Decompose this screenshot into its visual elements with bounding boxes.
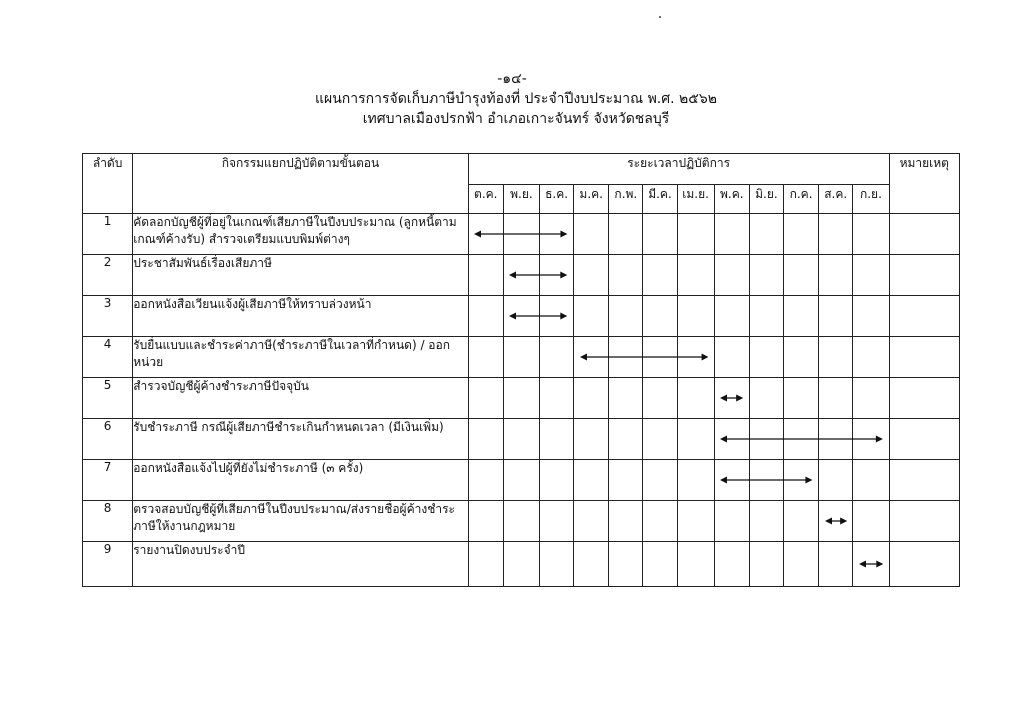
remark-cell xyxy=(889,501,959,542)
month-cell xyxy=(574,460,609,501)
table-row xyxy=(83,337,960,378)
activity-cell: ออกหนังสือแจ้งไปผู้ที่ยังไม่ชำระภาษี (๓ ครั้ง) xyxy=(133,460,468,501)
month-header: พ.ค. xyxy=(714,185,749,214)
month-cell xyxy=(749,214,783,255)
row-number: 1 xyxy=(83,214,133,255)
month-header: เม.ย. xyxy=(677,185,714,214)
row-number: 5 xyxy=(83,378,133,419)
month-cell xyxy=(539,419,573,460)
month-cell xyxy=(819,378,853,419)
month-header: ธ.ค. xyxy=(539,185,573,214)
month-cell xyxy=(819,419,853,460)
month-cell xyxy=(853,542,889,587)
month-cell xyxy=(643,296,677,337)
month-cell xyxy=(609,296,643,337)
month-cell xyxy=(503,419,539,460)
month-cell xyxy=(609,460,643,501)
month-header: ส.ค. xyxy=(819,185,853,214)
month-cell xyxy=(468,296,503,337)
schedule-table xyxy=(82,153,960,587)
row-number: 2 xyxy=(83,255,133,296)
remark-cell xyxy=(889,419,959,460)
month-cell xyxy=(503,378,539,419)
month-cell xyxy=(677,419,714,460)
remark-cell xyxy=(889,214,959,255)
month-cell xyxy=(643,460,677,501)
month-cell xyxy=(783,296,818,337)
remark-cell xyxy=(889,255,959,296)
month-cell xyxy=(609,255,643,296)
month-cell xyxy=(503,501,539,542)
activity-cell: ออกหนังสือเวียนแจ้งผู้เสียภาษีให้ทราบล่วงหน้า xyxy=(133,296,468,337)
row-number: 9 xyxy=(83,542,133,587)
month-header: มี.ค. xyxy=(643,185,677,214)
month-cell xyxy=(643,214,677,255)
document-subtitle: เทศบาลเมืองปรกฟ้า อำเภอเกาะจันทร์ จังหวัดชลบุรี xyxy=(362,111,670,127)
remark-cell xyxy=(889,378,959,419)
month-cell xyxy=(609,337,643,378)
month-cell xyxy=(714,337,749,378)
month-cell xyxy=(539,337,573,378)
header-period: ระยะเวลาปฏิบัติการ xyxy=(468,154,889,185)
month-cell xyxy=(539,501,573,542)
remark-cell xyxy=(889,542,959,587)
month-cell xyxy=(819,214,853,255)
month-cell xyxy=(853,460,889,501)
table-row xyxy=(83,255,960,296)
month-cell xyxy=(677,542,714,587)
month-cell xyxy=(677,214,714,255)
remark-cell xyxy=(889,296,959,337)
month-cell xyxy=(574,255,609,296)
month-cell xyxy=(539,214,573,255)
month-header: ต.ค. xyxy=(468,185,503,214)
month-cell xyxy=(853,378,889,419)
month-cell xyxy=(819,255,853,296)
row-number: 8 xyxy=(83,501,133,542)
table-row xyxy=(83,378,960,419)
month-cell xyxy=(503,296,539,337)
month-cell xyxy=(609,419,643,460)
month-cell xyxy=(749,337,783,378)
month-cell xyxy=(714,542,749,587)
month-cell xyxy=(574,296,609,337)
month-cell xyxy=(574,542,609,587)
row-number: 4 xyxy=(83,337,133,378)
month-cell xyxy=(503,337,539,378)
header-remark: หมายเหตุ xyxy=(889,154,959,214)
month-cell xyxy=(714,419,749,460)
month-header: ก.ย. xyxy=(853,185,889,214)
activity-cell: คัดลอกบัญชีผู้ที่อยู่ในเกณฑ์เสียภาษีในปีงบประมาณ (ลูกหนี้ตามเกณฑ์ค้างรับ) สำรวจเตรียมแบบพิมพ์ต่างๆ xyxy=(133,214,468,255)
month-cell xyxy=(539,460,573,501)
activity-cell: รับยื่นแบบและชำระค่าภาษี(ชำระภาษีในเวลาที่กำหนด) / ออกหน่วย xyxy=(133,337,468,378)
month-cell xyxy=(574,378,609,419)
month-cell xyxy=(643,501,677,542)
month-cell xyxy=(749,255,783,296)
activity-cell: ตรวจสอบบัญชีผู้ที่เสียภาษีในปีงบประมาณ/ส่งรายชื่อผู้ค้างชำระภาษีให้งานกฎหมาย xyxy=(133,501,468,542)
month-cell xyxy=(819,501,853,542)
month-cell xyxy=(468,501,503,542)
month-cell xyxy=(853,501,889,542)
month-cell xyxy=(749,501,783,542)
table-row xyxy=(83,460,960,501)
month-cell xyxy=(714,501,749,542)
month-cell xyxy=(783,542,818,587)
activity-cell: ประชาสัมพันธ์เรื่องเสียภาษี xyxy=(133,255,468,296)
month-cell xyxy=(783,255,818,296)
month-cell xyxy=(749,542,783,587)
month-cell xyxy=(749,296,783,337)
month-cell xyxy=(609,542,643,587)
page-number: -๑๔- xyxy=(497,71,527,87)
row-number: 3 xyxy=(83,296,133,337)
month-cell xyxy=(677,337,714,378)
remark-cell xyxy=(889,460,959,501)
table-row xyxy=(83,214,960,255)
month-cell xyxy=(468,542,503,587)
row-number: 6 xyxy=(83,419,133,460)
month-cell xyxy=(677,501,714,542)
activity-cell: สำรวจบัญชีผู้ค้างชำระภาษีปัจจุบัน xyxy=(133,378,468,419)
month-cell xyxy=(714,460,749,501)
month-cell xyxy=(643,378,677,419)
month-cell xyxy=(714,378,749,419)
month-cell xyxy=(468,378,503,419)
month-cell xyxy=(574,214,609,255)
month-header: ก.ค. xyxy=(783,185,818,214)
table-row xyxy=(83,419,960,460)
month-cell xyxy=(468,337,503,378)
month-cell xyxy=(783,214,818,255)
month-cell xyxy=(609,378,643,419)
table-row xyxy=(83,501,960,542)
month-header: ก.พ. xyxy=(609,185,643,214)
month-cell xyxy=(503,214,539,255)
month-cell xyxy=(714,255,749,296)
activity-cell: รายงานปิดงบประจำปี xyxy=(133,542,468,587)
month-cell xyxy=(749,419,783,460)
activity-cell: รับชำระภาษี กรณีผู้เสียภาษีชำระเกินกำหนดเวลา (มีเงินเพิ่ม) xyxy=(133,419,468,460)
month-header: ม.ค. xyxy=(574,185,609,214)
month-cell xyxy=(749,460,783,501)
month-cell xyxy=(819,337,853,378)
month-cell xyxy=(574,501,609,542)
scan-speck xyxy=(659,16,661,18)
month-cell xyxy=(503,542,539,587)
month-cell xyxy=(853,255,889,296)
month-cell xyxy=(468,419,503,460)
month-cell xyxy=(609,501,643,542)
month-cell xyxy=(643,419,677,460)
month-cell xyxy=(468,460,503,501)
month-cell xyxy=(853,214,889,255)
month-cell xyxy=(677,378,714,419)
month-cell xyxy=(643,542,677,587)
document-title: แผนการการจัดเก็บภาษีบำรุงท้องที่ ประจำปีงบประมาณ พ.ศ. ๒๕๖๒ xyxy=(315,91,717,107)
month-cell xyxy=(677,460,714,501)
month-cell xyxy=(714,296,749,337)
month-cell xyxy=(749,378,783,419)
remark-cell xyxy=(889,337,959,378)
month-cell xyxy=(853,337,889,378)
month-header: มิ.ย. xyxy=(749,185,783,214)
month-cell xyxy=(609,214,643,255)
month-cell xyxy=(539,542,573,587)
month-cell xyxy=(853,419,889,460)
table-row xyxy=(83,542,960,587)
month-cell xyxy=(783,460,818,501)
month-cell xyxy=(819,296,853,337)
table-row xyxy=(83,296,960,337)
month-cell xyxy=(574,419,609,460)
month-cell xyxy=(643,255,677,296)
month-cell xyxy=(539,255,573,296)
month-header: พ.ย. xyxy=(503,185,539,214)
month-cell xyxy=(853,296,889,337)
month-cell xyxy=(539,378,573,419)
month-cell xyxy=(783,501,818,542)
month-cell xyxy=(714,214,749,255)
header-activity: กิจกรรมแยกปฏิบัติตามขั้นตอน xyxy=(133,154,468,214)
month-cell xyxy=(819,542,853,587)
month-cell xyxy=(574,337,609,378)
month-cell xyxy=(783,419,818,460)
month-cell xyxy=(468,255,503,296)
month-cell xyxy=(783,337,818,378)
month-cell xyxy=(783,378,818,419)
month-cell xyxy=(677,255,714,296)
month-cell xyxy=(503,460,539,501)
month-cell xyxy=(819,460,853,501)
month-cell xyxy=(468,214,503,255)
month-cell xyxy=(503,255,539,296)
month-cell xyxy=(643,337,677,378)
header-no: ลำดับ xyxy=(83,154,133,214)
month-cell xyxy=(539,296,573,337)
month-cell xyxy=(677,296,714,337)
row-number: 7 xyxy=(83,460,133,501)
